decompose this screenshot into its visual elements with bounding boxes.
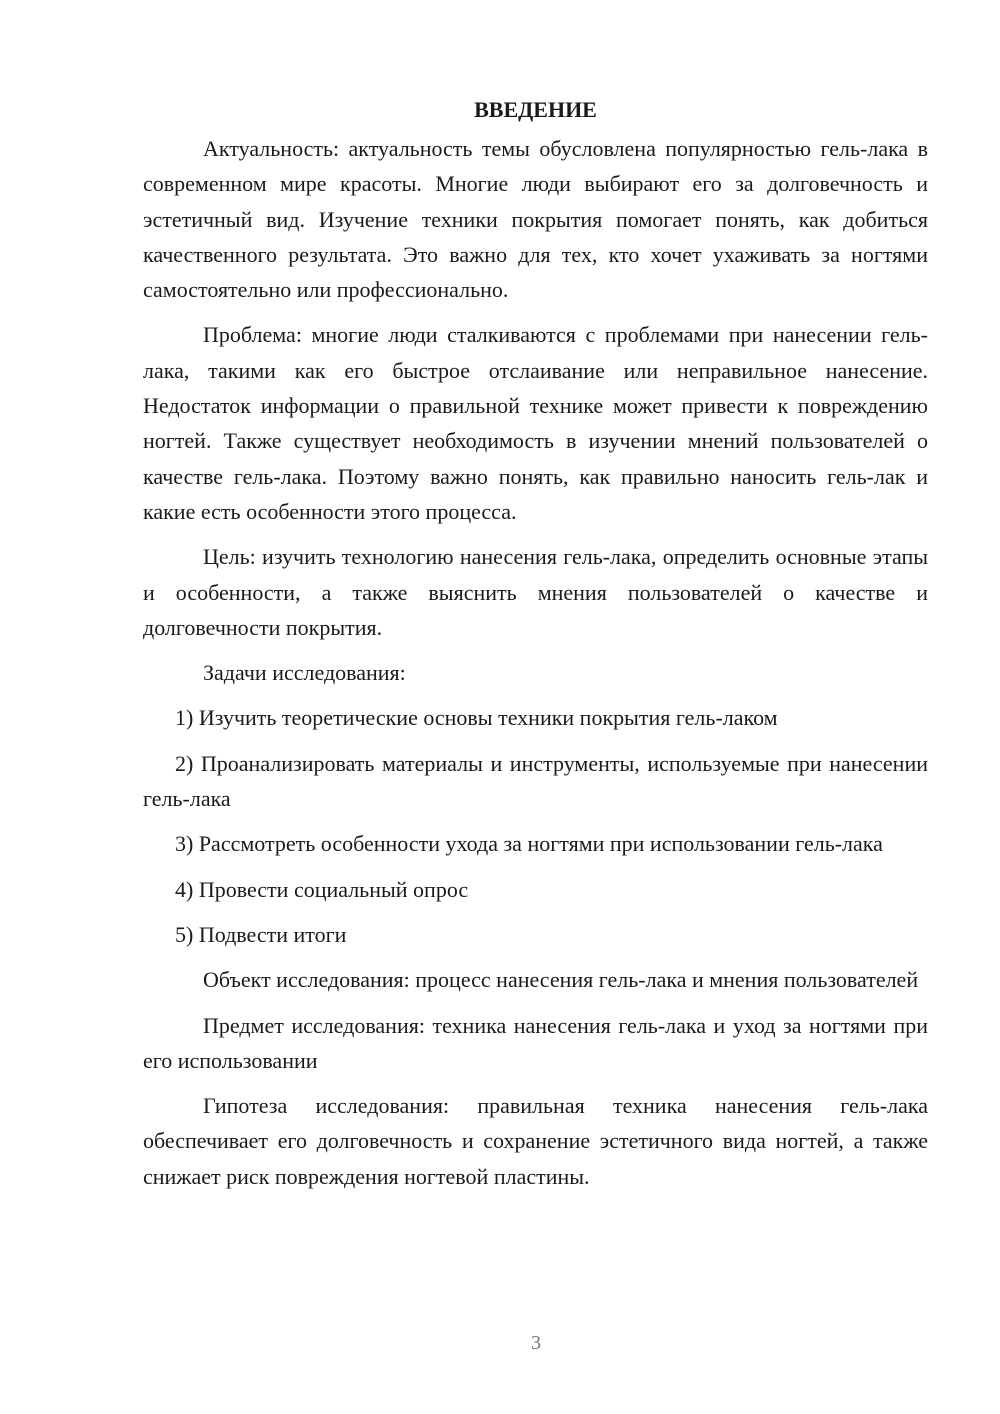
page-number: 3 <box>531 1332 541 1354</box>
tasks-heading: Задачи исследования: <box>203 660 406 686</box>
hypothesis-paragraph: Гипотеза исследования: правильная техника нанесения гель-лака обеспечивает его долговечность и сохранение эстетичного вида ногтей, а также снижает риск повреждения ногтевой пластины. <box>143 1093 928 1189</box>
subject-paragraph: Предмет исследования: техника нанесения гель-лака и уход за ногтями при его использовании <box>143 1012 928 1073</box>
relevance-paragraph: Актуальность: актуальность темы обусловлена популярностью гель-лака в современном мире красоты. Многие люди выбирают его за долговечность и эстетичный вид. Изучение техники покрытия помогает понять, как добиться качественного результата. Это важно для тех, кто хочет ухаживать за ногтями самостоятельно или профессионально. <box>143 136 928 303</box>
document-page <box>143 92 928 1204</box>
task-item: 4) Провести социальный опрос <box>175 876 469 902</box>
goal-paragraph: Цель: изучить технологию нанесения гель-лака, определить основные этапы и особенности, а также выяснить мнения пользователей о качестве и долговечности покрытия. <box>143 544 928 640</box>
problem-paragraph: Проблема: многие люди сталкиваются с проблемами при нанесении гель-лака, такими как его быстрое отслаивание или неправильное нанесение. Недостаток информации о правильной технике может привести к повреждению ногтей. Также существует необходимость в изучении мнений пользователей о качестве гель-лака. Поэтому важно понять, как правильно наносить гель-лак и какие есть особенности этого процесса. <box>143 322 928 524</box>
task-item: 5) Подвести итоги <box>175 921 347 947</box>
task-item: 2) Проанализировать материалы и инструменты, используемые при нанесении гель-лака <box>143 750 928 812</box>
task-item: 3) Рассмотреть особенности ухода за ногтями при использовании гель-лака <box>175 831 883 857</box>
section-title: ВВЕДЕНИЕ <box>474 97 597 122</box>
task-item: 1) Изучить теоретические основы техники покрытия гель-лаком <box>175 705 778 731</box>
object-paragraph: Объект исследования: процесс нанесения гель-лака и мнения пользователей <box>203 967 919 993</box>
